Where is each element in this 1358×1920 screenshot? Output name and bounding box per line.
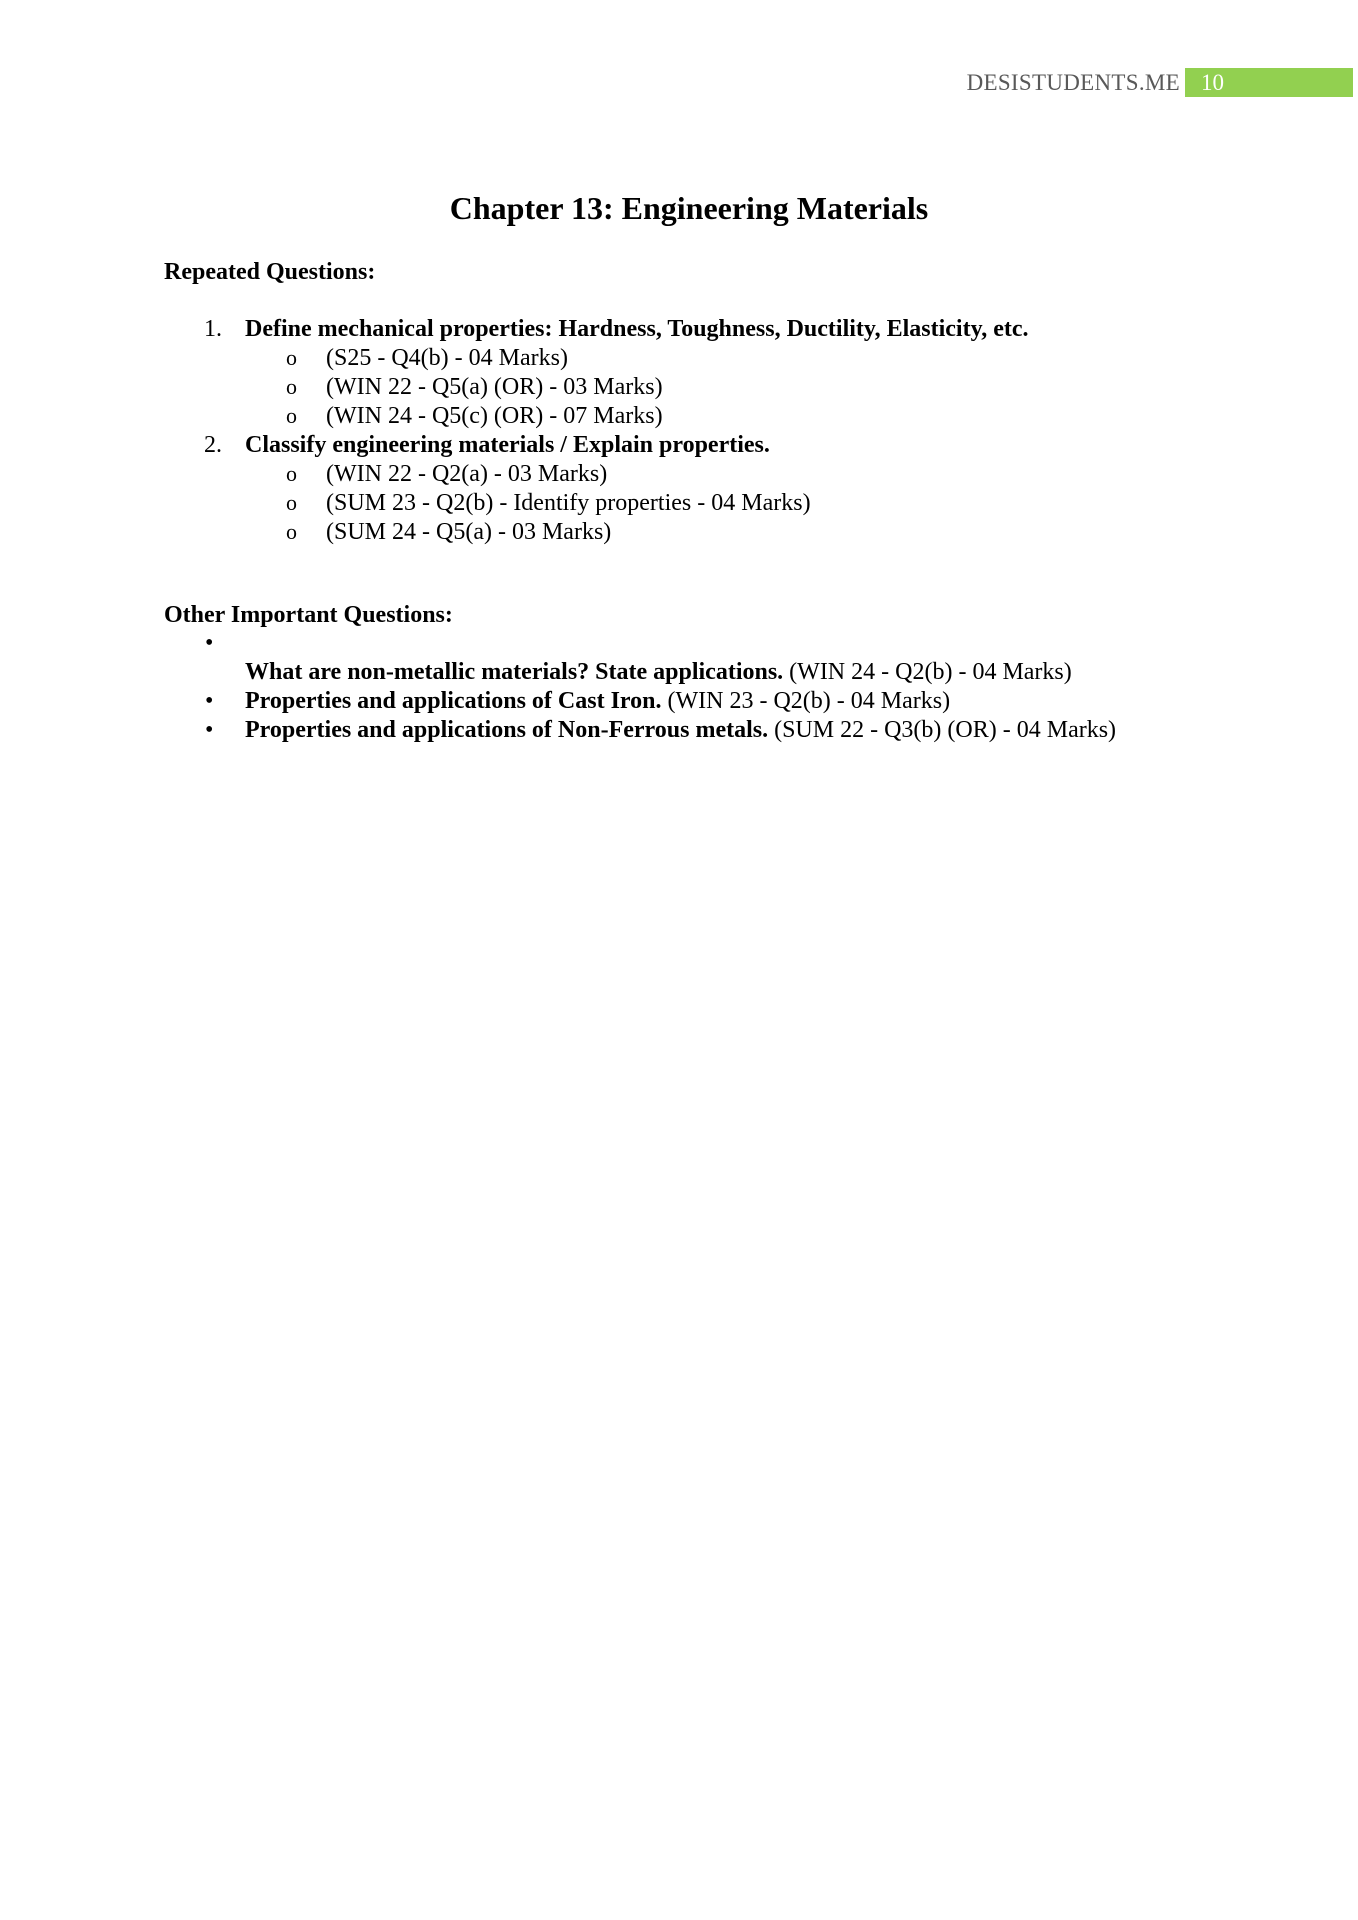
exam-reference: (WIN 22 - Q5(a) (OR) - 03 Marks) bbox=[326, 374, 663, 400]
exam-reference: (SUM 23 - Q2(b) - Identify properties - 04 Marks) bbox=[326, 490, 811, 516]
question-text: Properties and applications of Cast Iron. bbox=[245, 688, 662, 714]
exam-reference: (SUM 22 - Q3(b) (OR) - 04 Marks) bbox=[768, 717, 1117, 743]
exam-reference: (S25 - Q4(b) - 04 Marks) bbox=[326, 345, 568, 371]
chapter-title: Chapter 13: Engineering Materials bbox=[449, 190, 929, 226]
sub-bullet-marker: o bbox=[286, 519, 297, 544]
bullet-marker: • bbox=[205, 717, 214, 743]
question-text: Define mechanical properties: Hardness, Toughness, Ductility, Elasticity, etc. bbox=[245, 316, 1029, 342]
question-text: What are non-metallic materials? State applications. bbox=[245, 659, 784, 685]
site-name: DESISTUDENTS.ME bbox=[966, 70, 1180, 95]
list-item bbox=[245, 717, 1116, 744]
question-text: Classify engineering materials / Explain properties. bbox=[245, 432, 770, 458]
list-item bbox=[245, 688, 950, 715]
other-questions-heading: Other Important Questions: bbox=[164, 602, 453, 628]
exam-reference: (SUM 24 - Q5(a) - 03 Marks) bbox=[326, 519, 612, 545]
repeated-questions-heading: Repeated Questions: bbox=[164, 259, 376, 285]
sub-bullet-marker: o bbox=[286, 490, 297, 515]
page-number-badge: 10 bbox=[1185, 68, 1353, 97]
exam-reference: (WIN 22 - Q2(a) - 03 Marks) bbox=[326, 461, 608, 487]
sub-bullet-marker: o bbox=[286, 345, 297, 370]
exam-reference: (WIN 24 - Q5(c) (OR) - 07 Marks) bbox=[326, 403, 663, 429]
list-item bbox=[245, 659, 1072, 686]
list-number: 2. bbox=[204, 432, 222, 458]
exam-reference: (WIN 24 - Q2(b) - 04 Marks) bbox=[783, 659, 1072, 685]
list-number: 1. bbox=[204, 316, 222, 342]
bullet-marker: • bbox=[205, 630, 214, 656]
sub-bullet-marker: o bbox=[286, 461, 297, 486]
sub-bullet-marker: o bbox=[286, 374, 297, 399]
bullet-marker: • bbox=[205, 688, 214, 714]
sub-bullet-marker: o bbox=[286, 403, 297, 428]
exam-reference: (WIN 23 - Q2(b) - 04 Marks) bbox=[661, 688, 951, 714]
question-text: Properties and applications of Non-Ferrous metals. bbox=[245, 717, 769, 743]
